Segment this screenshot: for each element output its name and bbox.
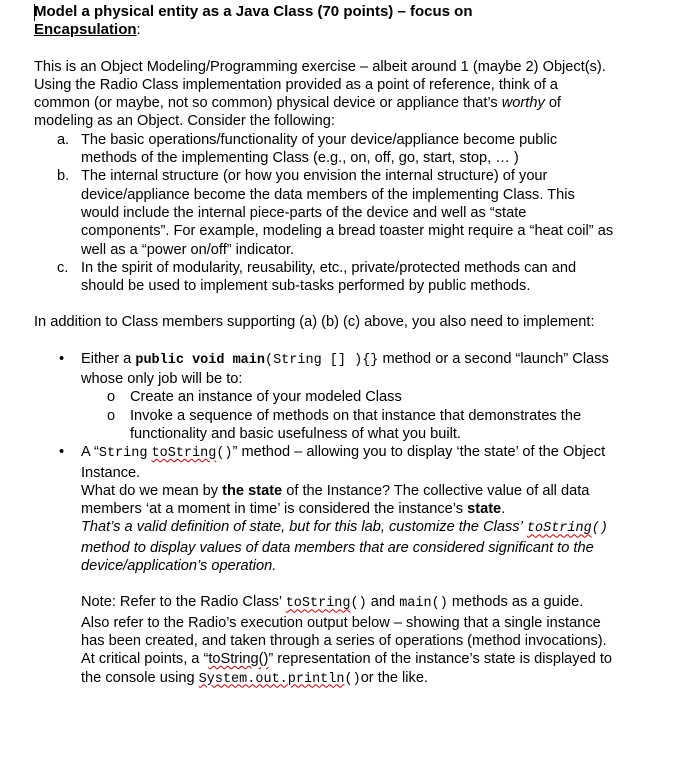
spacer — [34, 575, 614, 593]
launch-subtasks — [81, 388, 614, 443]
bullet2-question-pre: What do we mean by — [81, 482, 219, 499]
bullet2-post: ” method – allowing you to display ‘the state’ of the Object Instance. — [81, 444, 606, 481]
note-code-println: System.out.println — [198, 671, 345, 687]
bullet2-code-string: String — [98, 446, 148, 462]
list-item — [34, 259, 614, 296]
note-code-main: main — [399, 596, 432, 612]
note-tostring-quoted: toString() — [208, 651, 269, 668]
bullet2-code-tostring: toString — [151, 446, 217, 462]
list-item — [34, 131, 614, 168]
bullet2-italic-code: toString — [526, 521, 592, 537]
bullet1-code-rest: (String [] ){} — [264, 352, 379, 368]
spacer — [34, 295, 614, 313]
circle-bullet-icon: o — [107, 407, 116, 424]
title-line-1: Model a physical entity as a Java Class (70 points) – focus on — [34, 3, 473, 20]
assignment-title — [34, 3, 614, 21]
note-code-println-parens: () — [344, 671, 361, 687]
note-mid: methods as a guide. Also refer to the Radio’s execution output below – showing that a single instance has been created, and taken through a series of operations (method invocations). At critical points, a “ — [81, 594, 607, 668]
list-item-text: The internal structure (or how you envision the internal structure) of your device/appliance become the data members of the implementing Class. This would include the internal piece-parts of the device and well as “state components”. For example, modeling a bread toaster might require a “heat coil” as well as a “power on/off” indicator. — [81, 168, 614, 258]
sub-list-item — [81, 388, 614, 406]
bullet2-italic-post: method to display values of data members that are considered significant to the device/application’s operation. — [81, 539, 594, 575]
bullet2-italic-pre: That’s a valid definition of state, but for this lab, customize the Class’ — [81, 519, 523, 536]
spacer — [34, 40, 614, 58]
note-pre: Note: Refer to the Radio Class’ — [81, 594, 282, 611]
bullet2-italic-parens: () — [591, 521, 608, 537]
sub-item-text: Create an instance of your modeled Class — [130, 389, 402, 406]
bullet2-code-parens: () — [216, 446, 233, 462]
bullet2-question-bold-state: state — [467, 501, 502, 518]
note-paragraph — [34, 593, 614, 688]
sub-item-text: Invoke a sequence of methods on that instance that demonstrates the functionality and basic usefulness of what you built. — [130, 407, 582, 442]
list-item-text: In the spirit of modularity, reusability, etc., private/protected methods can and should be used to implement sub-tasks performed by public methods. — [81, 259, 577, 295]
sub-list-item — [81, 407, 614, 444]
bullet-main-method — [34, 350, 614, 443]
title-encapsulation: Encapsulation — [34, 21, 137, 39]
circle-bullet-icon: o — [107, 389, 116, 406]
requirements-list — [34, 350, 614, 576]
bullet1-post: method or a second “launch” Class whose only job will be to: — [81, 350, 609, 388]
note-code-parens: () — [350, 596, 367, 612]
note-mid2: ” representation of the instance’s state is displayed to the console using — [81, 651, 613, 686]
bullet2-question-bold: the state — [222, 482, 283, 499]
note-code-tostring: toString — [285, 596, 351, 612]
bullet-icon: • — [59, 350, 65, 367]
bullet1-pre: Either a — [81, 350, 132, 367]
note-end: or the like. — [360, 669, 429, 686]
bullet1-code-keyword: public void main — [135, 352, 265, 368]
bullet2-question-mid: of the Instance? The collective value of all data members ‘at a moment in time’ is considered the instance’s — [81, 482, 590, 518]
intro-text: This is an Object Modeling/Programming exercise – albeit around 1 (maybe 2) Object(s). Using the Radio Class implementation provided as a point of reference, think of a common (or maybe, not so common) physical device or appliance that’s — [34, 58, 606, 112]
document-body — [34, 3, 614, 689]
bullet2-question-end: . — [501, 501, 506, 518]
list-item-text: The basic operations/functionality of your device/appliance become public methods of the implementing Class (e.g., on, off, go, start, stop, … ) — [81, 131, 558, 167]
spacer — [34, 332, 614, 350]
list-label: c. — [57, 259, 69, 276]
intro-worthy: worthy — [501, 95, 545, 112]
addition-paragraph: In addition to Class members supporting (a) (b) (c) above, you also need to implement: — [34, 314, 595, 331]
bullet-tostring — [34, 443, 614, 575]
title-colon: : — [136, 21, 141, 39]
list-item — [34, 167, 614, 258]
intro-text-end: of modeling as an Object. Consider the following: — [34, 95, 561, 130]
bullet-icon: • — [59, 444, 65, 461]
note-code-main-parens: () — [431, 596, 448, 612]
bullet2-pre: A “ — [81, 444, 99, 461]
list-label: a. — [57, 131, 70, 148]
title-line-2 — [34, 21, 614, 39]
list-label: b. — [57, 168, 70, 185]
intro-paragraph — [34, 58, 614, 131]
note-and: and — [370, 594, 396, 611]
considerations-list — [34, 131, 614, 296]
